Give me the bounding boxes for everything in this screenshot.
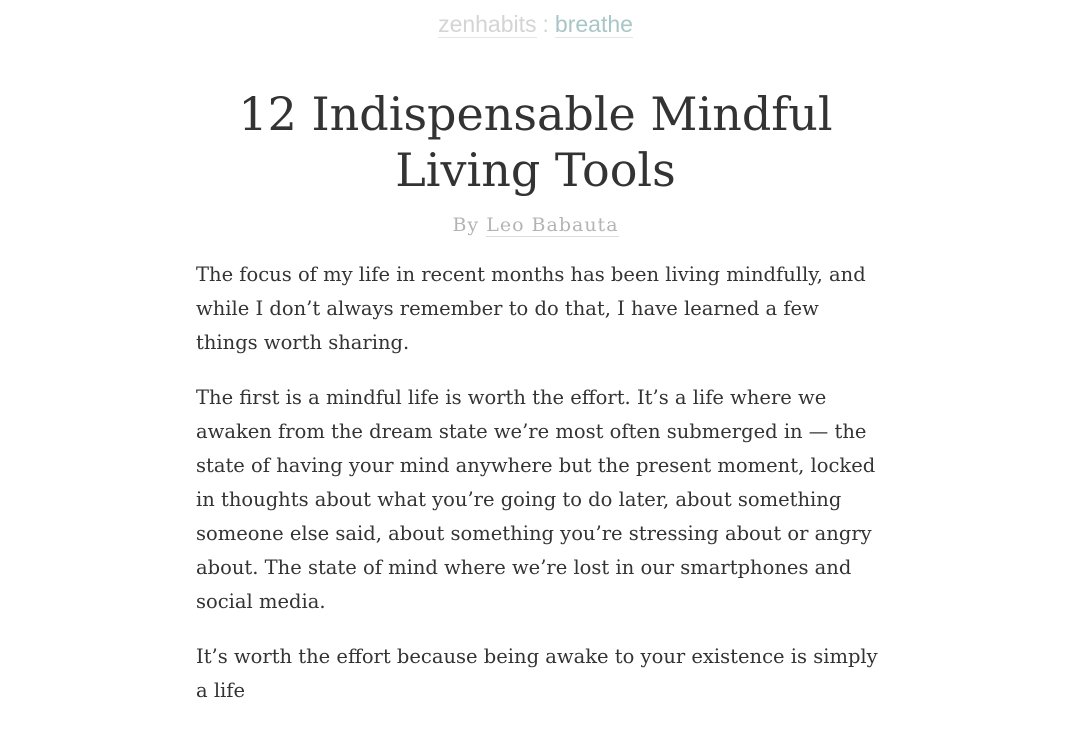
section-link[interactable]: breathe	[554, 11, 633, 37]
post-title-line-2: Living Tools	[395, 143, 676, 197]
post-title	[0, 86, 1071, 198]
paragraph-1: The focus of my life in recent months has been living mindfully, and while I don’t always remember to do that, I have learned a few things worth sharing.	[196, 263, 866, 354]
brand-link[interactable]: zenhabits	[438, 11, 537, 37]
paragraph-2: The first is a mindful life is worth the effort. It’s a life where we awaken from the dream state we’re most often submerged in — the state of having your mind anywhere but the present moment, locked in thoughts about what you’re going to do later, about something someone else said, about something you’re stressing about or angry about. The state of mind where we’re lost in our smartphones and social media.	[196, 386, 876, 613]
author-link[interactable]: Leo Babauta	[486, 214, 619, 236]
header-separator: :	[542, 11, 549, 37]
site-header	[0, 8, 1071, 40]
byline-prefix: By	[452, 214, 480, 236]
post-body	[196, 258, 886, 729]
byline	[0, 214, 1071, 236]
post-title-line-1: 12 Indispensable Mindful	[238, 87, 833, 141]
paragraph-3: It’s worth the effort because being awake to your existence is simply a life	[196, 645, 878, 702]
